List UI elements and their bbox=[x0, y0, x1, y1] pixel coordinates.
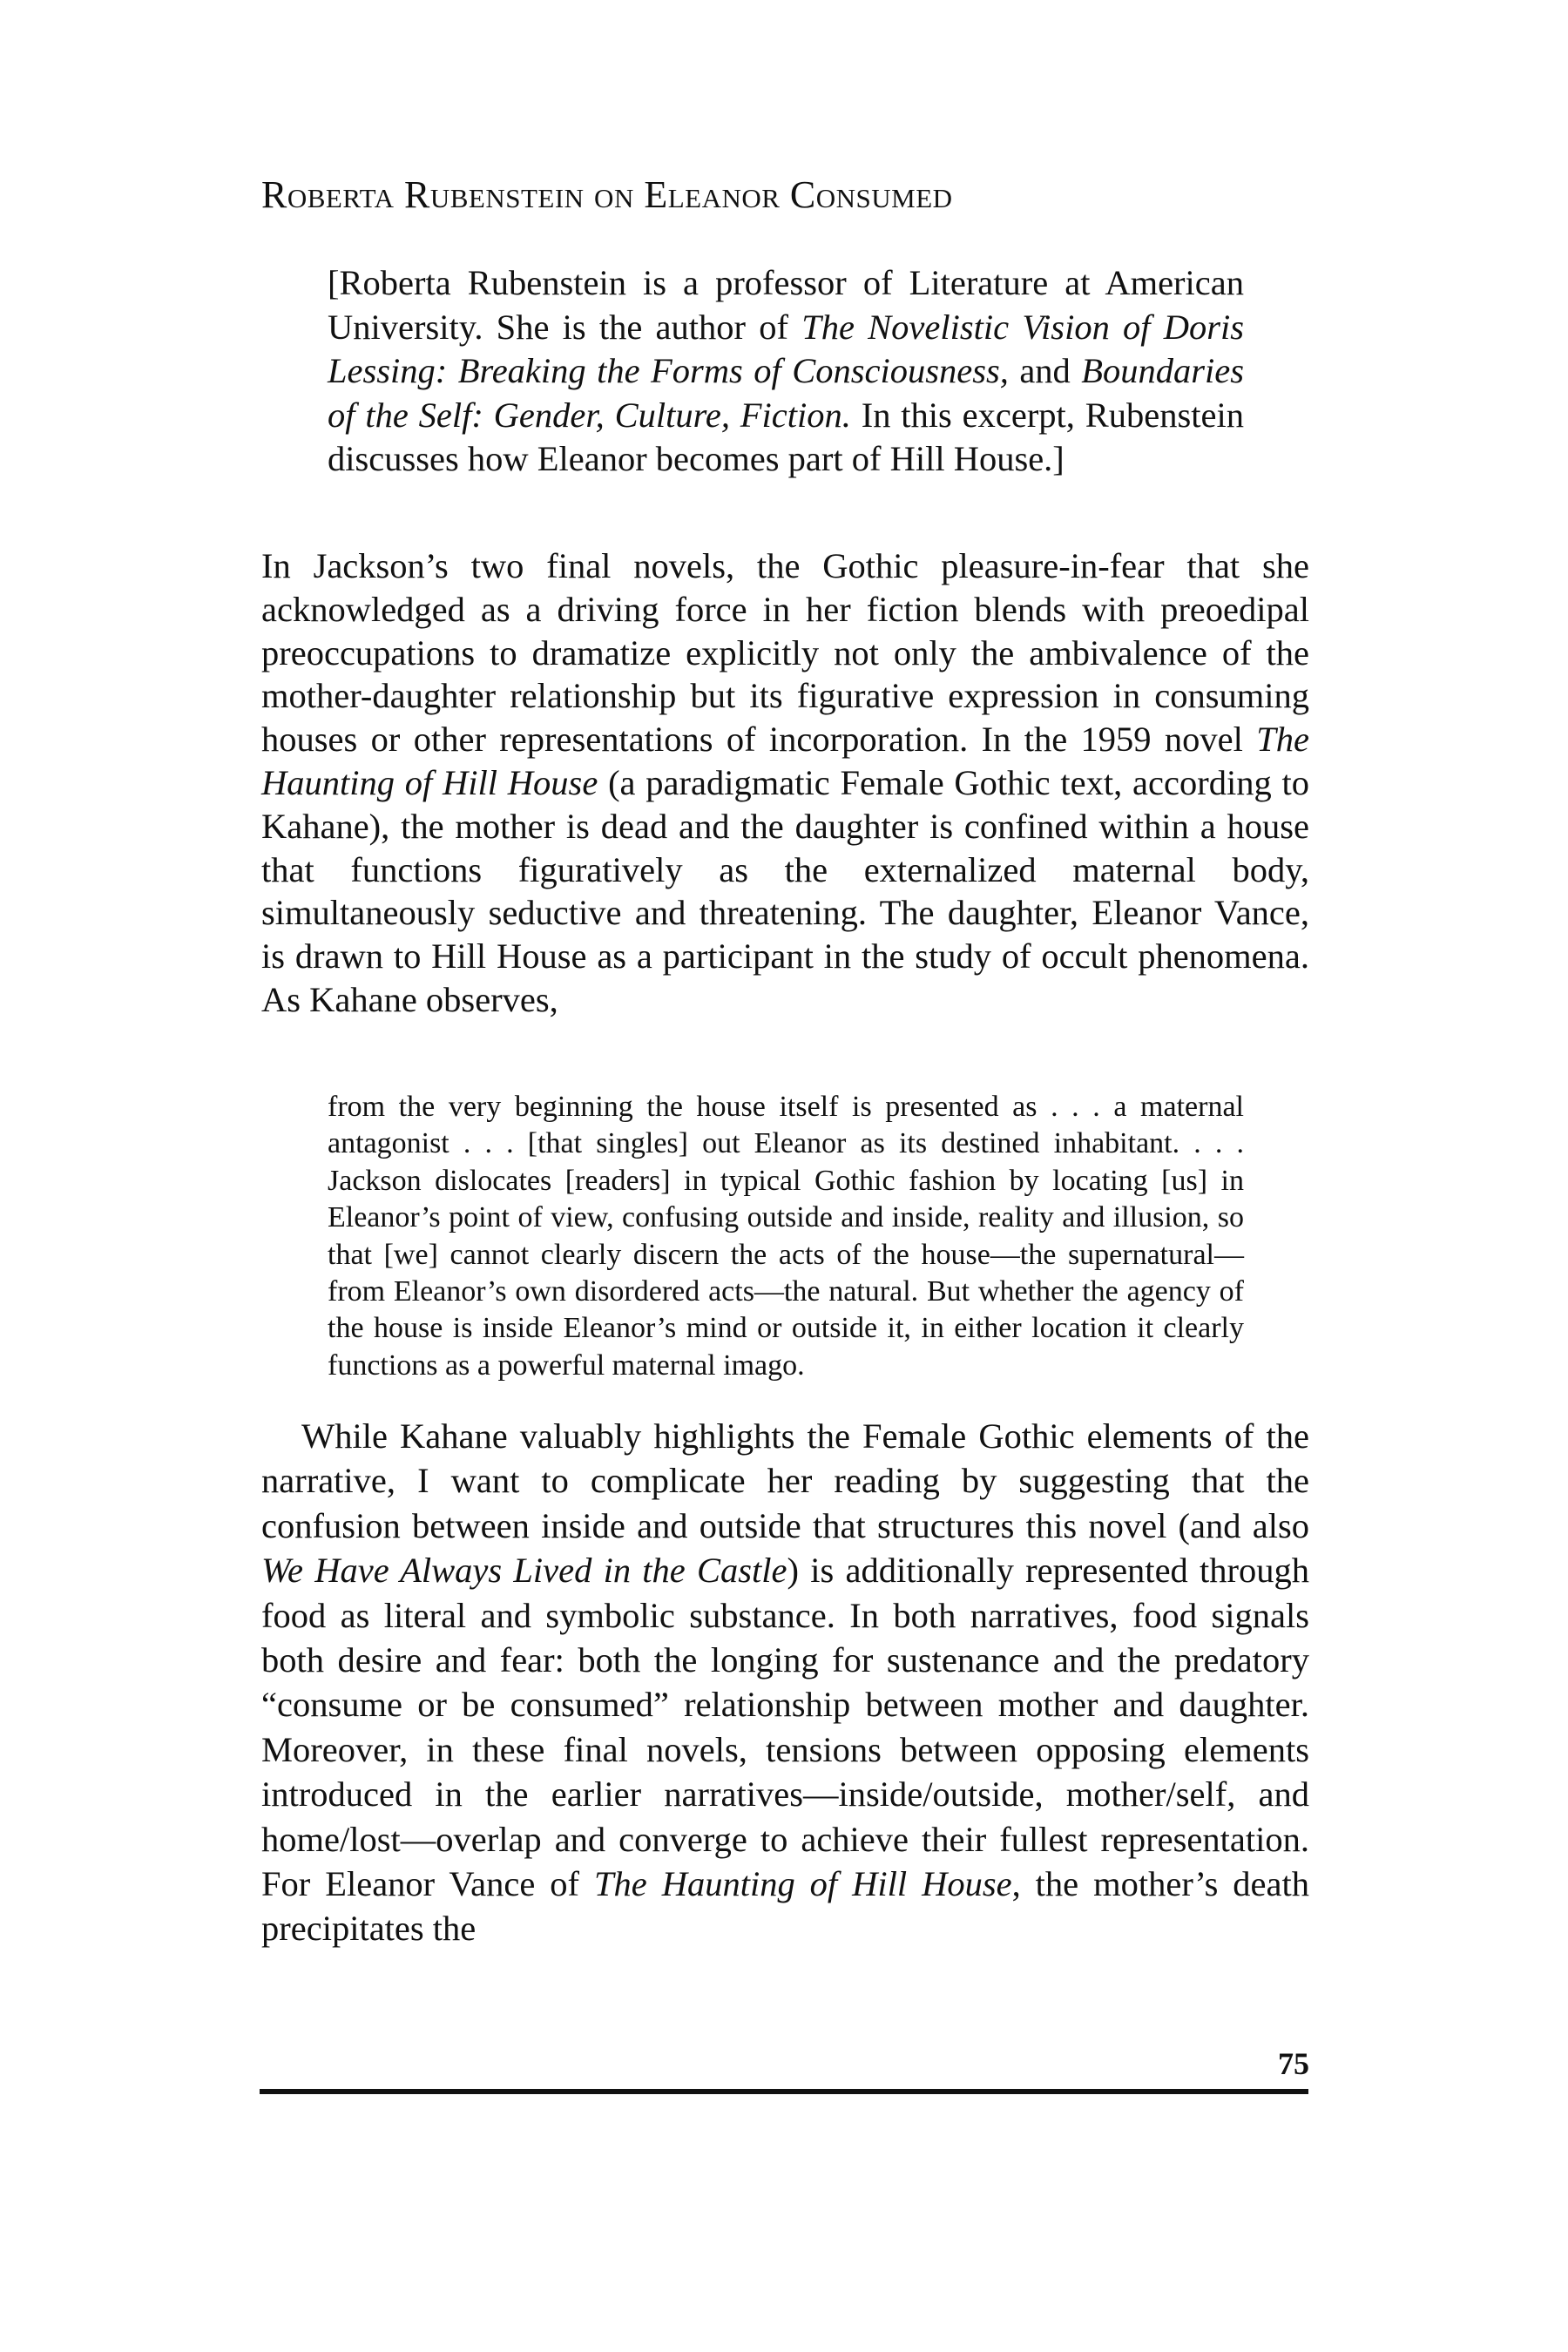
paragraph-text: , the mother’s death precipitates the bbox=[261, 1864, 1309, 1949]
book-title: Boundaries of the Self: Gender, Culture, Fiction. bbox=[328, 351, 1244, 435]
book-title: The Haunting of Hill House bbox=[261, 720, 1309, 802]
book-title: The Haunting of Hill House bbox=[593, 1864, 1012, 1904]
page-number: 75 bbox=[1278, 2046, 1309, 2081]
body-paragraph bbox=[261, 1414, 1309, 1951]
bio-outro: In this excerpt, Rubenstein discusses how Eleanor becomes part of Hill House.] bbox=[328, 395, 1244, 478]
paragraph-text: While Kahane valuably highlights the Female Gothic elements of the narrative, I want to complicate her reading by suggesting that the confusion between inside and outside that structures this novel (and also bbox=[261, 1416, 1309, 1545]
book-title: We Have Always Lived in the Castle bbox=[261, 1551, 787, 1591]
book-title: The Novelistic Vision of Doris Lessing: Breaking the Forms of Consciousness, bbox=[328, 307, 1245, 390]
author-bio bbox=[328, 261, 1244, 482]
section-heading: Roberta Rubenstein on Eleanor Consumed bbox=[261, 173, 953, 216]
paragraph-text: In Jackson’s two final novels, the Gothic pleasure-in-fear that she acknowledged as a driving force in her fiction blends with preoedipal preoccupations to dramatize explicitly not only the ambivalence of the mother-daughter relationship but its figurative expression in consuming houses or other representations of incorporation. In the 1959 novel bbox=[261, 546, 1309, 760]
footer-rule bbox=[260, 2089, 1308, 2094]
paragraph-text: (a paradigmatic Female Gothic text, according to Kahane), the mother is dead and the daughter is confined within a house that functions figuratively as the externalized maternal body, simultaneously seductive and threatening. The daughter, Eleanor Vance, is drawn to Hill House as a participant in the study of occult phenomena. As Kahane observes, bbox=[261, 762, 1309, 1019]
body-paragraph bbox=[261, 544, 1309, 1022]
bio-intro: [Roberta Rubenstein is a professor of Literature at American University. She is the author of bbox=[328, 263, 1244, 347]
block-quote: from the very beginning the house itself is presented as . . . a maternal antagonist . . . [that singles] out Eleanor as its destined inhabitant. . . . Jackson dislocates [readers] in typical Gothic fashion by locating [us] in Eleanor’s point of view, confusing outside and inside, reality and illusion, so that [we] cannot clearly discern the acts of the house—the supernatural—from Eleanor’s own disordered acts—the natural. But whether the agency of the house is inside Eleanor’s mind or outside it, in either location it clearly functions as a powerful maternal imago. bbox=[328, 1091, 1244, 1382]
paragraph-text: ) is additionally represented through food as literal and symbolic substance. In both narratives, food signals both desire and fear: both the longing for sustenance and the predatory “consume or be consumed” relationship between mother and daughter. Moreover, in these final novels, tensions between opposing elements introduced in the earlier narratives—inside/outside, mother/self, and home/lost—overlap and converge to achieve their fullest representation. For Eleanor Vance of bbox=[261, 1551, 1310, 1904]
bio-mid: and bbox=[1008, 351, 1082, 390]
